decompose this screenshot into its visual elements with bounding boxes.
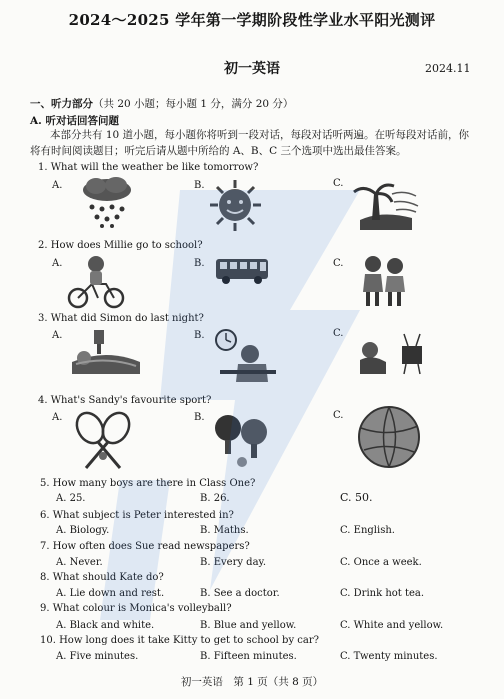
section-note: （共 20 小题；每小题 1 分，满分 20 分） xyxy=(93,98,294,110)
bus-icon xyxy=(214,256,270,286)
q7-option-a: A. Never. xyxy=(56,557,103,568)
q8-option-c: C. Drink hot tea. xyxy=(340,588,425,599)
q5-option-c: C. 50. xyxy=(340,491,373,504)
question-6: 6. What subject is Peter interested in? xyxy=(40,510,234,521)
q3-label-b: B. xyxy=(194,330,205,341)
q8-option-b: B. See a doctor. xyxy=(200,588,280,599)
q7-option-b: B. Every day. xyxy=(200,557,267,568)
windy-weather-icon xyxy=(352,180,422,232)
q9-option-a: A. Black and white. xyxy=(56,620,155,631)
subject-title: 初一英语 xyxy=(224,61,280,77)
q1-label-a: A. xyxy=(52,180,63,191)
volleyball-icon xyxy=(356,404,422,470)
instruction-line-1: 本部分共有 10 道小题，每小题你将听到一段对话，每段对话听两遍。在听每段对话前，你 xyxy=(50,129,470,141)
q6-option-c: C. English. xyxy=(340,525,395,536)
q7-option-c: C. Once a week. xyxy=(340,557,422,568)
question-10: 10. How long does it take Kitty to get to school by car? xyxy=(40,635,319,646)
q10-option-a: A. Five minutes. xyxy=(56,651,139,662)
instruction-line-2: 将有时间阅读题目；听完后请从题中所给的 A、B、C 三个选项中选出最佳答案。 xyxy=(30,145,407,157)
q10-option-b: B. Fifteen minutes. xyxy=(200,651,297,662)
q9-option-c: C. White and yellow. xyxy=(340,620,444,631)
q1-label-c: C. xyxy=(333,178,344,189)
tennis-rackets-icon xyxy=(70,410,136,472)
question-8: 8. What should Kate do? xyxy=(40,572,164,583)
table-tennis-icon xyxy=(212,412,272,470)
q5-option-a: A. 25. xyxy=(56,493,86,504)
question-2: 2. How does Millie go to school? xyxy=(38,240,203,251)
question-3: 3. What did Simon do last night? xyxy=(38,313,204,324)
q4-label-c: C. xyxy=(333,410,344,421)
watching-tv-icon xyxy=(352,330,427,380)
question-7: 7. How often does Sue read newspapers? xyxy=(40,541,250,552)
exam-title: 2024～2025 学年第一学期阶段性学业水平阳光测评 xyxy=(68,11,436,29)
rain-cloud-icon xyxy=(80,176,135,228)
q9-option-b: B. Blue and yellow. xyxy=(200,620,297,631)
q10-option-c: C. Twenty minutes. xyxy=(340,651,438,662)
q8-option-a: A. Lie down and rest. xyxy=(56,588,165,599)
q4-label-b: B. xyxy=(194,412,205,423)
question-5: 5. How many boys are there in Class One? xyxy=(40,478,256,489)
q2-label-b: B. xyxy=(194,258,205,269)
q6-option-a: A. Biology. xyxy=(56,525,110,536)
sleeping-in-bed-icon xyxy=(70,328,142,380)
q2-label-a: A. xyxy=(52,258,63,269)
child-on-bicycle-icon xyxy=(66,254,126,309)
question-9: 9. What colour is Monica's volleyball? xyxy=(40,603,232,614)
clock-and-homework-icon xyxy=(212,328,278,384)
children-walking-icon xyxy=(355,252,413,310)
section-heading xyxy=(30,96,293,111)
q6-option-b: B. Maths. xyxy=(200,525,249,536)
question-1: 1. What will the weather be like tomorrow? xyxy=(38,162,259,173)
sun-icon xyxy=(208,178,263,233)
q2-label-c: C. xyxy=(333,258,344,269)
q1-label-b: B. xyxy=(194,180,205,191)
section-title: 一、听力部分 xyxy=(30,98,93,110)
exam-date: 2024.11 xyxy=(425,62,471,75)
q3-label-a: A. xyxy=(52,330,63,341)
q4-label-a: A. xyxy=(52,412,63,423)
question-4: 4. What's Sandy's favourite sport? xyxy=(38,395,212,406)
part-a-heading: A. 听对话回答问题 xyxy=(30,115,119,127)
q5-option-b: B. 26. xyxy=(200,493,230,504)
q3-label-c: C. xyxy=(333,328,344,339)
page-footer: 初一英语 第 1 页（共 8 页） xyxy=(180,676,324,688)
